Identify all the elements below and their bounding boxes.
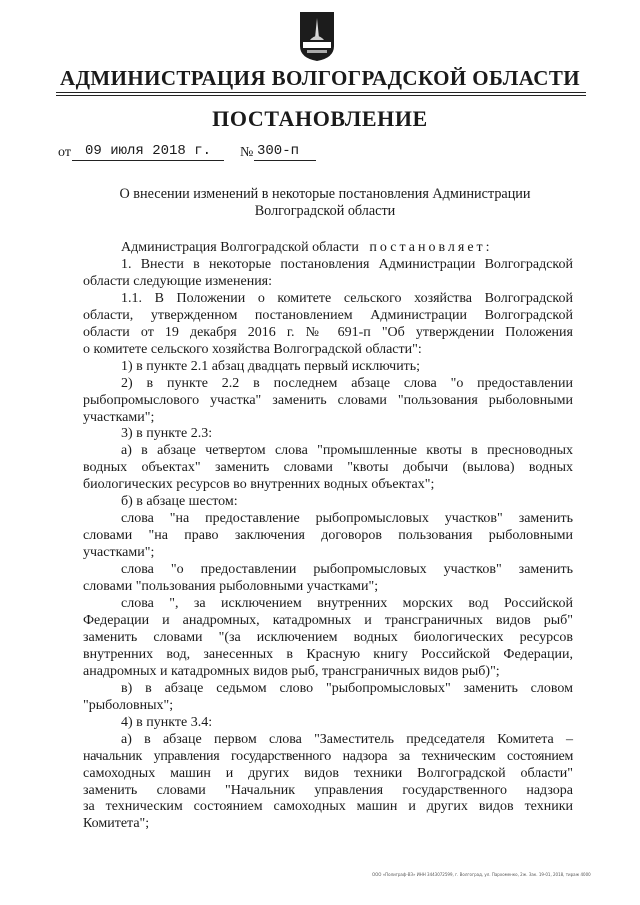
date-prefix: от bbox=[58, 145, 71, 160]
body-line: заменить словами "(за исключением водных биологических ресурсов bbox=[83, 629, 573, 645]
body-line: самоходных машин и других видов техники Волгоградской области" bbox=[83, 765, 573, 781]
body-line: в) в абзаце седьмом слово "рыбопромысловых" заменить словом bbox=[121, 680, 573, 696]
body-line: слова "на предоставление рыбопромысловых участков" заменить bbox=[121, 511, 573, 527]
body-line: словами "на право заключения договоров пользования рыболовными bbox=[83, 528, 573, 544]
organization-name: АДМИНИСТРАЦИЯ ВОЛГОГРАДСКОЙ ОБЛАСТИ bbox=[60, 66, 580, 90]
body-line: Федерации и анадромных, катадромных и трансграничных видов рыб" bbox=[83, 612, 573, 628]
body-line: слова ", за исключением внутренних морских вод Российской bbox=[121, 596, 573, 612]
document-title: О внесении изменений в некоторые постановления Администрации Волгоградской области bbox=[119, 186, 531, 219]
coat-of-arms-icon bbox=[298, 10, 336, 62]
body-line: водных объектах" заменить словами "квоты добычи (вылова) водных bbox=[83, 460, 573, 476]
body-line: биологических ресурсов во внутренних водных объектах"; bbox=[83, 477, 435, 493]
body-line: б) в абзаце шестом: bbox=[121, 494, 238, 510]
body-line: анадромных и катадромных видов рыб, трансграничных видов рыб)"; bbox=[83, 663, 500, 679]
body-line: участками"; bbox=[83, 409, 155, 425]
printer-imprint: ООО «Полиграф-ВЗ» ИНН 3443072599, г. Волгоград, ул. Пархоменко, 2ж. Зак. 19-01, 2018, тираж 4000 bbox=[372, 872, 591, 877]
body-line: 1.1. В Положении о комитете сельского хозяйства Волгоградской bbox=[121, 290, 573, 306]
body-line: 3) в пункте 2.3: bbox=[121, 426, 213, 442]
body-line: заменить словами "Начальник управления государственного надзора bbox=[83, 782, 573, 798]
body-line: а) в абзаце четвертом слова "промышленные квоты в пресноводных bbox=[121, 443, 573, 459]
body-line: внутренних вод, занесенных в Красную книгу Российской Федерации, bbox=[83, 646, 573, 662]
body-line: за техническим состоянием самоходных машин и других видов техники bbox=[83, 799, 573, 815]
body-line: о комитете сельского хозяйства Волгоградской области": bbox=[83, 341, 422, 357]
intro-text: Администрация Волгоградской области bbox=[121, 240, 359, 255]
intro-paragraph bbox=[83, 240, 573, 257]
document-type: ПОСТАНОВЛЕНИЕ bbox=[212, 106, 428, 131]
document-body bbox=[83, 240, 573, 833]
document-number: 300-п bbox=[257, 143, 300, 159]
body-line: словами "пользования рыболовными участками"; bbox=[83, 579, 379, 595]
body-line: Комитета"; bbox=[83, 816, 150, 832]
body-line: "рыболовных"; bbox=[83, 697, 174, 713]
body-line: а) в абзаце первом слова "Заместитель председателя Комитета – bbox=[121, 731, 573, 747]
number-underline bbox=[254, 160, 316, 161]
body-line: области, утвержденном постановлением Администрации Волгоградской bbox=[83, 307, 573, 323]
number-prefix: № bbox=[240, 145, 254, 160]
body-line: 4) в пункте 3.4: bbox=[121, 714, 213, 730]
body-line: 2) в пункте 2.2 в последнем абзаце слова "о предоставлении bbox=[121, 375, 573, 391]
body-line: 1. Внести в некоторые постановления Администрации Волгоградской bbox=[121, 256, 573, 272]
header-rule bbox=[56, 92, 586, 93]
body-line: участками"; bbox=[83, 545, 155, 561]
intro-resolves: постановляет: bbox=[369, 240, 493, 255]
date-number-line bbox=[58, 143, 358, 163]
header-rule-thin bbox=[56, 95, 586, 96]
document-date: 09 июля 2018 г. bbox=[85, 143, 212, 159]
body-line: начальник управления государственного надзора за техническим состоянием bbox=[83, 748, 573, 764]
body-line: 1) в пункте 2.1 абзац двадцать первый исключить; bbox=[121, 358, 421, 374]
body-line: рыбопромыслового участка" заменить словами "пользования рыболовными bbox=[83, 392, 573, 408]
body-line: области следующие изменения: bbox=[83, 273, 273, 289]
body-line: области от 19 декабря 2016 г. № 691-п "Об утверждении Положения bbox=[83, 324, 573, 340]
body-line: слова "о предоставлении рыбопромысловых участков" заменить bbox=[121, 562, 573, 578]
date-underline bbox=[72, 160, 224, 161]
